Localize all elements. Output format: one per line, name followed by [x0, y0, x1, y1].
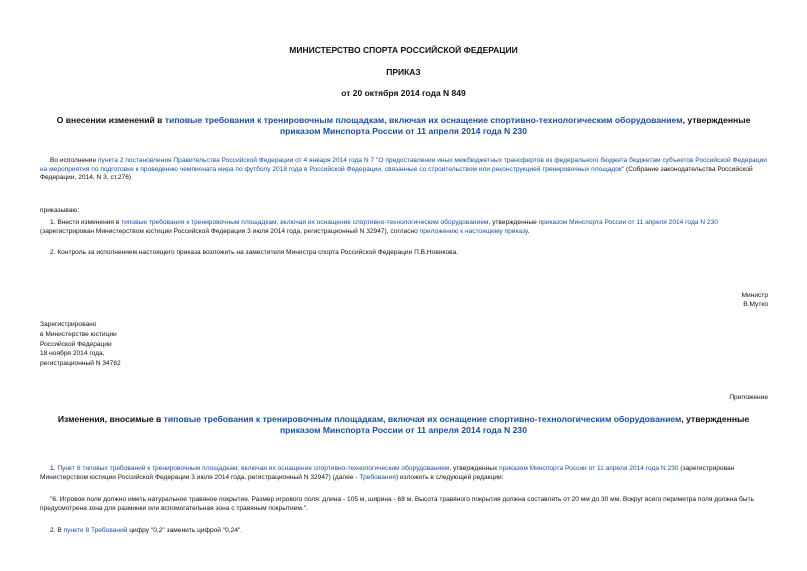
change-1-text-1: 1.: [50, 465, 58, 472]
change-1-text-3: (зарегистрирован Министерством юстиции Российской Федерации 3 июля 2014 года, регистрационный N 32947) (далее -: [40, 465, 735, 481]
appendix-label: Приложение: [729, 394, 768, 401]
item-1-text-3: (зарегистрирован Министерством юстиции Российской Федерации 3 июля 2014 года, регистрационный N 32947), согласно: [40, 227, 420, 235]
appendix-title-link-order[interactable]: приказом Минспорта России от 11 апреля 2014 года N 230: [279, 425, 527, 435]
appendix-title-link-requirements[interactable]: типовые требования к тренировочным площадкам, включая их оснащение спортивно-технологическим оборудованием: [163, 414, 682, 424]
change-1-text-2: , утвержденных: [449, 465, 500, 472]
change-1-link-point-6[interactable]: Пункт 6 типовых требований к тренировочным площадкам, включая их оснащение спортивно-технологическим оборудованием: [57, 465, 450, 472]
change-1-paragraph: [40, 465, 768, 482]
registration-line-5: регистрационный N 34762: [40, 360, 121, 368]
change-2-paragraph: [40, 527, 768, 536]
doc-type-heading: ПРИКАЗ: [386, 67, 421, 77]
registration-line-4: 18 ноября 2014 года,: [40, 350, 105, 358]
title-middle: , утвержденные: [682, 115, 751, 125]
registration-line-3: Российской Федерации: [40, 340, 112, 348]
preamble-text-1: Во исполнение: [50, 157, 98, 164]
appendix-title-middle: , утвержденные: [681, 414, 750, 424]
item-2-paragraph: 2. Контроль за исполнением настоящего приказа возложить на заместителя Министра спорта Российской Федерации П.В.Новикова.: [50, 249, 459, 256]
title-prefix: О внесении изменений в: [56, 115, 165, 125]
registration-line-2: в Министерстве юстиции: [40, 330, 117, 338]
appendix-title-prefix: Изменения, вносимые в: [57, 414, 164, 424]
change-1-link-requirements[interactable]: Требования: [359, 473, 396, 481]
item-1-text-2: , утвержденные: [488, 219, 539, 226]
item-1-link-requirements[interactable]: типовые требования к тренировочным площадкам, включая их оснащение спортивно-технологическим оборудованием: [121, 219, 489, 226]
preamble-paragraph: [40, 157, 768, 183]
change-2-text-1: 2. В: [50, 527, 64, 534]
item-1-paragraph: [40, 219, 768, 236]
item-1-text-1: 1. Внести изменения в: [50, 219, 122, 226]
item-1-link-order[interactable]: приказом Минспорта России от 11 апреля 2014 года N 230: [538, 219, 718, 226]
change-2-text-2: цифру "0,2" заменить цифрой "0,24".: [127, 527, 243, 534]
registration-block: [40, 320, 121, 369]
signature-name: В.Мутко: [743, 301, 768, 308]
ministry-heading: МИНИСТЕРСТВО СПОРТА РОССИЙСКОЙ ФЕДЕРАЦИИ: [289, 45, 518, 55]
change-1-text-4: ) изложить в следующей редакции:: [395, 473, 504, 481]
item-1-link-appendix[interactable]: приложению к настоящему приказу: [419, 227, 528, 235]
change-2-link-point-8[interactable]: пункте 8 Требований: [63, 527, 128, 534]
signature-block: [742, 291, 769, 309]
document-title: [40, 115, 767, 137]
registration-line-1: Зарегистрировано: [40, 321, 97, 328]
signature-position: Министр: [741, 292, 768, 299]
change-1-link-order[interactable]: приказом Минспорта России от 11 апреля 2014 года N 230: [499, 465, 679, 472]
preamble-text-2: (Собрание законодательства Российской Федерации, 2014, N 3, ст.276): [40, 165, 753, 182]
quote-paragraph: "6. Игровое поле должно иметь натуральное травяное покрытие. Размер игрового поля: длина - 105 м, ширина - 68 м. Высота травяного покрытия должна составлять от 20 мм до 30 мм. Вокруг всего периметра поля должна быть предусмотрена зона для разминки или вспомогательная зона с травяным покрытием.".: [40, 496, 754, 512]
item-1-text-4: .: [527, 227, 530, 235]
preamble-link-decree[interactable]: пункта 2 постановления Правительства Российской Федерации от 4 января 2014 года N 7 "О предоставлении иных межбюджетных трансфертов из федерального бюджета бюджетам субъектов Российской Федерации на мероприятия по подготовке к проведению чемпионата мира по футболу 2018 года в Российской Федерации, связанные со строительством или реконструкцией тренировочных площадок": [40, 157, 767, 173]
appendix-title: [40, 414, 767, 436]
title-link-requirements[interactable]: типовые требования к тренировочным площадкам, включая их оснащение спортивно-технологическим оборудованием: [164, 115, 683, 125]
doc-date-heading: от 20 октября 2014 года N 849: [341, 88, 466, 98]
order-word: приказываю:: [40, 207, 80, 214]
title-link-order[interactable]: приказом Минспорта России от 11 апреля 2014 года N 230: [279, 126, 527, 136]
